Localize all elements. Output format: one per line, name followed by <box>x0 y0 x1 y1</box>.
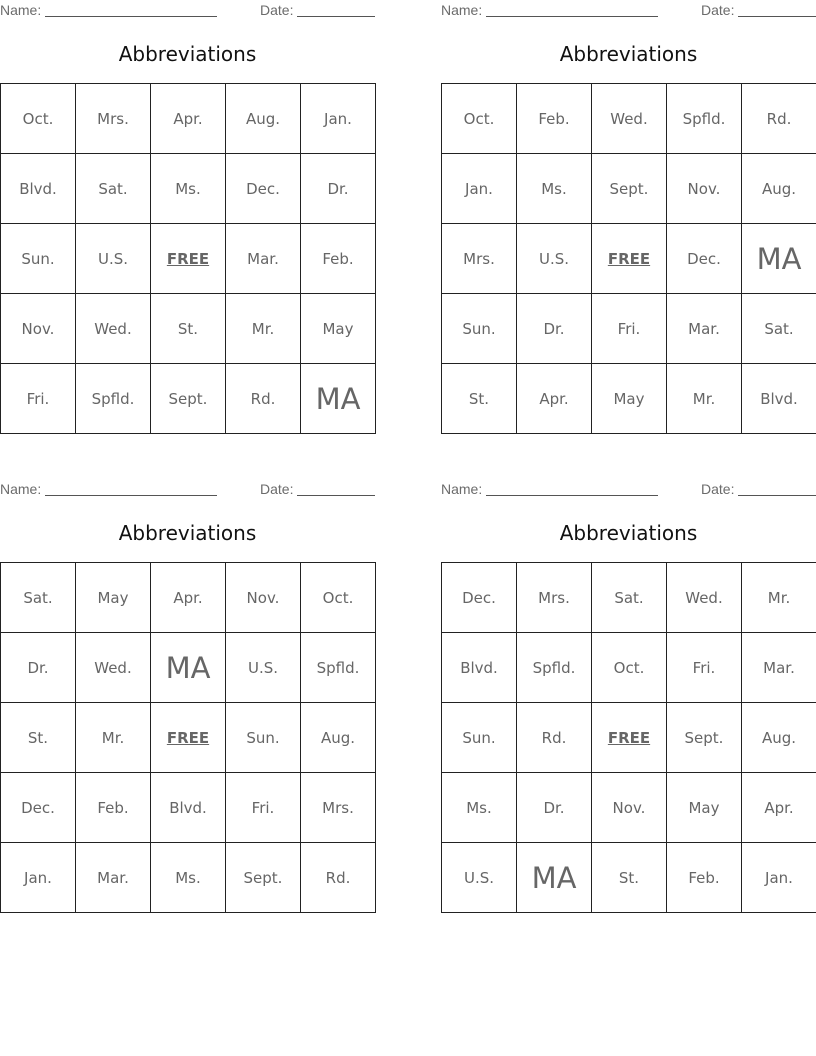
grid-cell: Sat. <box>592 563 667 633</box>
grid-cell: Fri. <box>667 633 742 703</box>
grid-cell: Fri. <box>1 364 76 434</box>
grid-cell: Blvd. <box>442 633 517 703</box>
grid-cell: Sept. <box>151 364 226 434</box>
grid-cell: St. <box>592 843 667 913</box>
grid-cell: Ms. <box>517 154 592 224</box>
grid-row <box>1 703 376 773</box>
free-space-cell: FREE <box>592 703 667 773</box>
grid-cell: Ms. <box>442 773 517 843</box>
name-date-line <box>0 0 376 20</box>
grid-cell: Jan. <box>742 843 816 913</box>
grid-cell: Fri. <box>592 294 667 364</box>
grid-cell: Mar. <box>226 224 301 294</box>
date-label: Date: <box>701 2 735 18</box>
grid-cell: Spfld. <box>301 633 376 703</box>
grid-cell: Sept. <box>592 154 667 224</box>
grid-cell: Fri. <box>226 773 301 843</box>
grid-cell: Dec. <box>667 224 742 294</box>
grid-row <box>442 294 816 364</box>
name-blank <box>45 495 217 496</box>
bingo-grid <box>0 562 376 913</box>
grid-cell: Mr. <box>667 364 742 434</box>
name-blank <box>486 16 658 17</box>
grid-cell: Spfld. <box>517 633 592 703</box>
grid-cell: Mr. <box>226 294 301 364</box>
grid-row <box>442 154 816 224</box>
card-title: Abbreviations <box>559 521 698 545</box>
grid-row <box>442 84 816 154</box>
name-label: Name: <box>0 2 42 18</box>
grid-row <box>1 563 376 633</box>
name-date-line <box>441 0 816 20</box>
grid-row <box>442 364 816 434</box>
grid-cell: Feb. <box>301 224 376 294</box>
card-title: Abbreviations <box>559 42 698 66</box>
grid-cell: Sun. <box>442 294 517 364</box>
date-label: Date: <box>701 481 735 497</box>
grid-cell: Apr. <box>151 563 226 633</box>
grid-cell: Sun. <box>442 703 517 773</box>
grid-cell: Nov. <box>1 294 76 364</box>
grid-cell: Nov. <box>667 154 742 224</box>
date-blank <box>738 495 816 496</box>
grid-cell: Aug. <box>742 154 816 224</box>
grid-cell: Dec. <box>226 154 301 224</box>
grid-cell: Spfld. <box>76 364 151 434</box>
grid-cell: Sun. <box>1 224 76 294</box>
grid-cell: Mrs. <box>301 773 376 843</box>
bingo-card-4 <box>441 479 816 895</box>
grid-row <box>1 773 376 843</box>
date-label: Date: <box>260 2 294 18</box>
grid-cell: Spfld. <box>667 84 742 154</box>
grid-row <box>1 154 376 224</box>
grid-cell: Jan. <box>442 154 517 224</box>
grid-cell: Dec. <box>1 773 76 843</box>
grid-cell: St. <box>151 294 226 364</box>
grid-cell: Wed. <box>592 84 667 154</box>
date-blank <box>738 16 816 17</box>
grid-cell: U.S. <box>442 843 517 913</box>
grid-cell: Apr. <box>517 364 592 434</box>
grid-cell: U.S. <box>226 633 301 703</box>
grid-cell: Dr. <box>301 154 376 224</box>
grid-cell: MA <box>301 364 376 434</box>
grid-cell: Blvd. <box>151 773 226 843</box>
grid-cell: Apr. <box>742 773 816 843</box>
grid-cell: Aug. <box>742 703 816 773</box>
grid-row <box>442 703 816 773</box>
free-space-cell: FREE <box>151 703 226 773</box>
grid-row <box>1 633 376 703</box>
grid-cell: Apr. <box>151 84 226 154</box>
grid-cell: Rd. <box>742 84 816 154</box>
grid-cell: Jan. <box>1 843 76 913</box>
bingo-card-2 <box>441 0 816 408</box>
date-blank <box>297 16 375 17</box>
grid-cell: Feb. <box>76 773 151 843</box>
grid-cell: Mar. <box>76 843 151 913</box>
grid-row <box>1 843 376 913</box>
grid-cell: Dr. <box>517 294 592 364</box>
grid-cell: Mrs. <box>517 563 592 633</box>
grid-cell: Dec. <box>442 563 517 633</box>
grid-cell: Dr. <box>1 633 76 703</box>
grid-cell: St. <box>442 364 517 434</box>
grid-cell: MA <box>517 843 592 913</box>
grid-cell: Aug. <box>301 703 376 773</box>
free-space-cell: FREE <box>151 224 226 294</box>
grid-cell: Mrs. <box>76 84 151 154</box>
name-label: Name: <box>0 481 42 497</box>
grid-cell: May <box>592 364 667 434</box>
name-date-line <box>441 479 816 499</box>
date-blank <box>297 495 375 496</box>
grid-cell: MA <box>151 633 226 703</box>
grid-row <box>442 843 816 913</box>
grid-cell: Rd. <box>226 364 301 434</box>
grid-row <box>1 294 376 364</box>
grid-cell: Sept. <box>226 843 301 913</box>
date-label: Date: <box>260 481 294 497</box>
grid-cell: Oct. <box>442 84 517 154</box>
card-title: Abbreviations <box>118 42 257 66</box>
grid-cell: MA <box>742 224 816 294</box>
grid-cell: Blvd. <box>742 364 816 434</box>
grid-cell: Ms. <box>151 154 226 224</box>
grid-cell: May <box>301 294 376 364</box>
grid-cell: Oct. <box>301 563 376 633</box>
grid-cell: Wed. <box>76 633 151 703</box>
grid-cell: Mar. <box>667 294 742 364</box>
bingo-grid <box>0 83 376 434</box>
grid-row <box>442 224 816 294</box>
grid-row <box>1 364 376 434</box>
grid-cell: U.S. <box>76 224 151 294</box>
bingo-card-1 <box>0 0 376 416</box>
grid-cell: Rd. <box>517 703 592 773</box>
grid-cell: Oct. <box>1 84 76 154</box>
grid-cell: Wed. <box>667 563 742 633</box>
free-space-cell: FREE <box>592 224 667 294</box>
grid-cell: St. <box>1 703 76 773</box>
grid-cell: Rd. <box>301 843 376 913</box>
grid-row <box>442 633 816 703</box>
grid-cell: Dr. <box>517 773 592 843</box>
grid-cell: May <box>76 563 151 633</box>
grid-cell: Sat. <box>1 563 76 633</box>
bingo-grid <box>441 83 816 434</box>
name-date-line <box>0 479 376 499</box>
grid-cell: Wed. <box>76 294 151 364</box>
grid-cell: Nov. <box>226 563 301 633</box>
name-blank <box>45 16 217 17</box>
grid-cell: Mr. <box>76 703 151 773</box>
name-label: Name: <box>441 2 483 18</box>
grid-cell: Feb. <box>667 843 742 913</box>
grid-cell: Aug. <box>226 84 301 154</box>
grid-row <box>1 224 376 294</box>
grid-cell: Sat. <box>742 294 816 364</box>
grid-cell: Oct. <box>592 633 667 703</box>
grid-cell: Mr. <box>742 563 816 633</box>
bingo-grid <box>441 562 816 913</box>
grid-cell: May <box>667 773 742 843</box>
grid-row <box>442 773 816 843</box>
bingo-card-3 <box>0 479 376 887</box>
grid-cell: Blvd. <box>1 154 76 224</box>
grid-cell: Sept. <box>667 703 742 773</box>
grid-cell: U.S. <box>517 224 592 294</box>
name-blank <box>486 495 658 496</box>
grid-row <box>442 563 816 633</box>
grid-cell: Sun. <box>226 703 301 773</box>
grid-cell: Mrs. <box>442 224 517 294</box>
grid-cell: Jan. <box>301 84 376 154</box>
card-title: Abbreviations <box>118 521 257 545</box>
grid-cell: Ms. <box>151 843 226 913</box>
name-label: Name: <box>441 481 483 497</box>
grid-cell: Feb. <box>517 84 592 154</box>
grid-cell: Nov. <box>592 773 667 843</box>
grid-cell: Sat. <box>76 154 151 224</box>
grid-cell: Mar. <box>742 633 816 703</box>
grid-row <box>1 84 376 154</box>
